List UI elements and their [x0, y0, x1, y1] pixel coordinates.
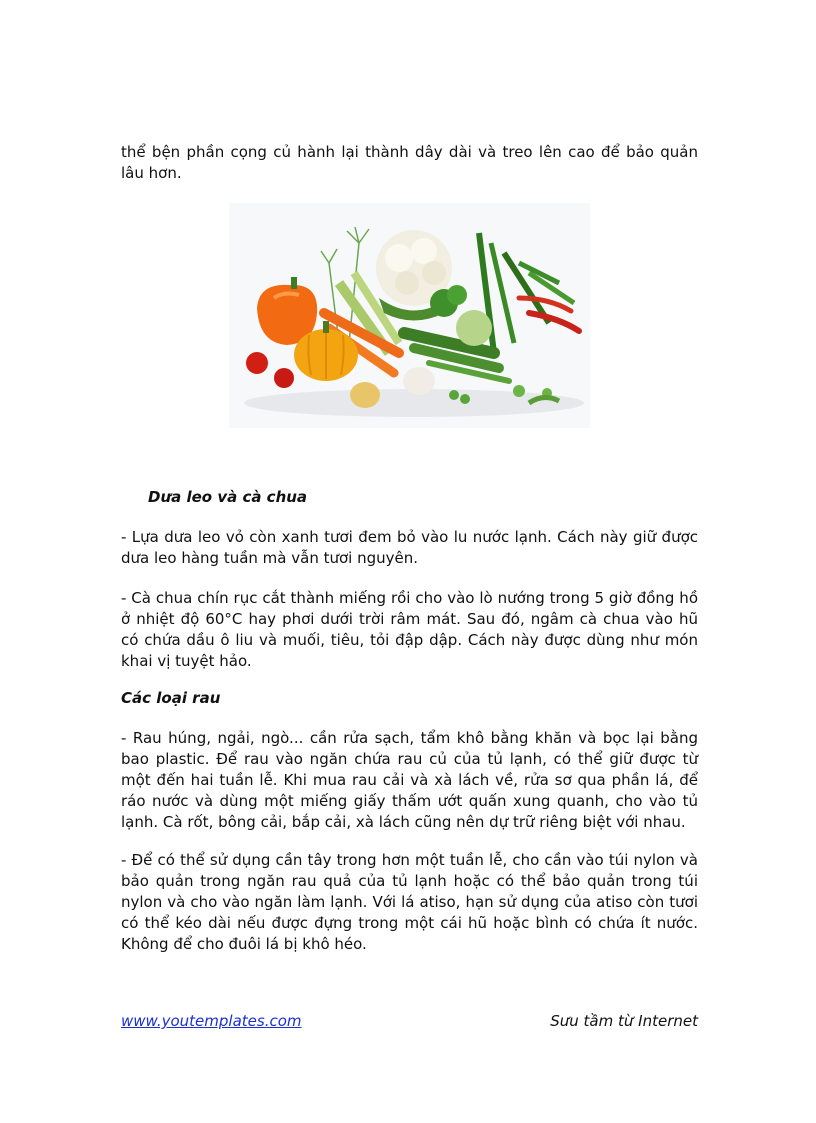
paragraph-herbs: - Rau húng, ngải, ngò... cần rửa sạch, tẩm khô bằng khăn và bọc lại bằng bao plastic. Để rau vào ngăn chứa rau củ của tủ lạnh, có thể giữ được từ một đến hai tuần lễ. Khi mua rau cải và xà lách về, rửa sơ qua phần lá, để ráo nước và dùng một miếng giấy thấm ướt quấn xung quanh, cho vào tủ lạnh. Cà rốt, bông cải, bắp cải, xà lách cũng nên dự trữ riêng biệt với nhau.	[121, 729, 698, 831]
paragraph-cucumber: - Lựa dưa leo vỏ còn xanh tươi đem bỏ vào lu nước lạnh. Cách này giữ được dưa leo hàng tuần mà vẫn tươi nguyên.	[121, 528, 698, 567]
footer-source: Sưu tầm từ Internet	[550, 1012, 698, 1030]
page-footer	[121, 1011, 698, 1032]
section-heading-cucumber-tomato: Dưa leo và cà chua	[148, 488, 308, 506]
paragraph-tomato: - Cà chua chín rục cắt thành miếng rồi cho vào lò nướng trong 5 giờ đồng hồ ở nhiệt độ 60°C hay phơi dưới trời râm mát. Sau đó, ngâm cà chua vào hũ có chứa dầu ô liu và muối, tiêu, tỏi đập dập. Cách này được dùng như món khai vị tuyệt hảo.	[121, 589, 698, 670]
footer-link[interactable]: www.youtemplates.com	[121, 1012, 302, 1030]
vegetables-photo	[229, 203, 590, 428]
vegetables-illustration	[229, 203, 590, 428]
paragraph-celery-artichoke: - Để có thể sử dụng cần tây trong hơn một tuần lễ, cho cần vào túi nylon và bảo quản trong ngăn rau quả của tủ lạnh hoặc có thể bảo quản trong túi nylon và cho vào ngăn làm lạnh. Với lá atiso, hạn sử dụng của atiso còn tươi có thể kéo dài nếu được đựng trong một cái hũ hoặc bình có chứa ít nước. Không để cho đuôi lá bị khô héo.	[121, 851, 698, 953]
section-heading-vegetables: Các loại rau	[121, 689, 221, 707]
intro-paragraph: thể bện phần cọng củ hành lại thành dây dài và treo lên cao để bảo quản lâu hơn.	[121, 143, 698, 182]
